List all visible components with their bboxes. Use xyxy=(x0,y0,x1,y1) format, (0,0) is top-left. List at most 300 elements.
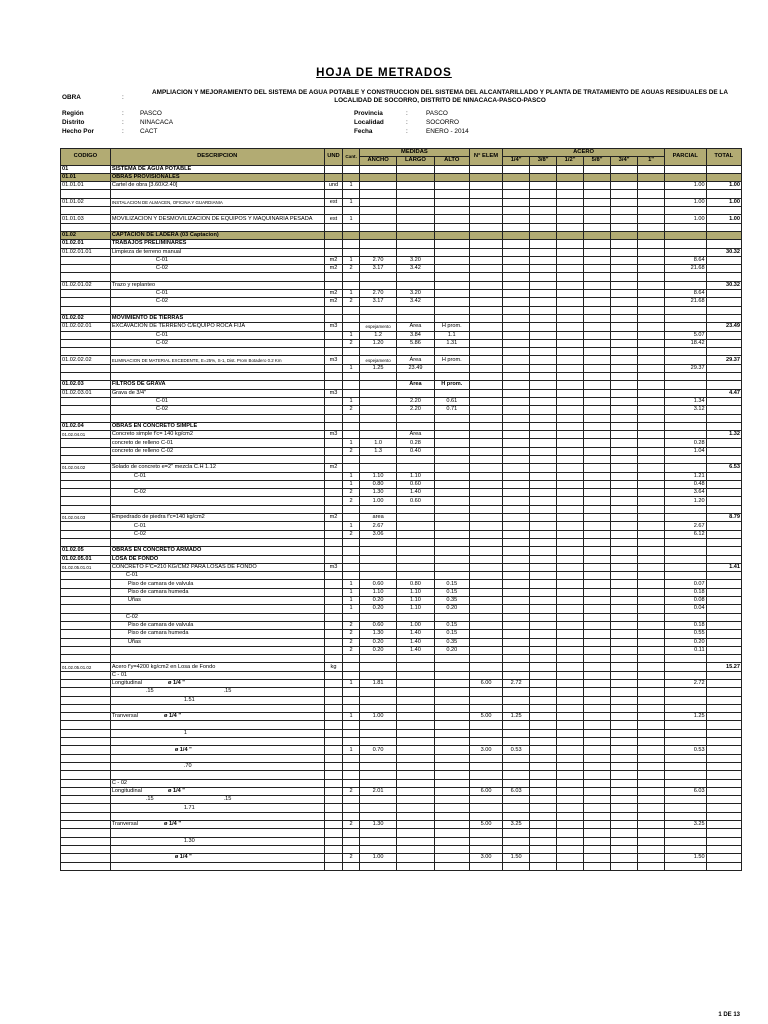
cell-acero-a34 xyxy=(611,323,638,331)
cell-acero-a38 xyxy=(530,713,557,721)
cell-largo xyxy=(397,696,434,704)
cell-alto xyxy=(434,256,469,264)
col-alto: ALTO xyxy=(434,157,469,165)
cell-ancho: 3.17 xyxy=(359,265,396,273)
cell-acero-a12 xyxy=(557,771,584,779)
cell-acero-a1 xyxy=(638,389,665,397)
cell-ancho: 0.20 xyxy=(359,638,396,646)
cell-descripcion xyxy=(110,671,324,679)
cell-n-elem xyxy=(469,514,502,522)
cell-acero-a38 xyxy=(530,173,557,181)
table-row xyxy=(61,505,742,513)
descripcion-text: Longitudinal xyxy=(111,680,142,687)
cell-n-elem xyxy=(469,555,502,563)
cell-total xyxy=(706,704,741,712)
cell-largo xyxy=(397,572,434,580)
table-row xyxy=(61,588,742,596)
cell-largo xyxy=(397,231,434,239)
cell-parcial xyxy=(665,671,707,679)
cell-codigo xyxy=(61,497,111,505)
cell-cant xyxy=(343,207,360,215)
cell-und xyxy=(324,588,343,596)
cell-ancho: 1.2 xyxy=(359,331,396,339)
cell-acero-a1 xyxy=(638,787,665,795)
cell-acero-a58 xyxy=(584,680,611,688)
cell-parcial: 0.04 xyxy=(665,605,707,613)
rebar-length: 1.51 xyxy=(183,696,195,703)
cell-ancho xyxy=(359,738,396,746)
table-row xyxy=(61,364,742,372)
cell-acero-a38 xyxy=(530,464,557,472)
table-row xyxy=(61,796,742,804)
cell-codigo xyxy=(61,397,111,405)
cell-cant: 1 xyxy=(343,605,360,613)
cell-acero-a1 xyxy=(638,497,665,505)
cell-ancho: 1.0 xyxy=(359,439,396,447)
cell-acero-a12 xyxy=(557,397,584,405)
distrito-label: Distrito xyxy=(62,119,85,126)
cell-und xyxy=(324,638,343,646)
cell-acero-a58 xyxy=(584,364,611,372)
cell-acero-a12 xyxy=(557,207,584,215)
cell-acero-a12 xyxy=(557,704,584,712)
cell-acero-a38 xyxy=(530,688,557,696)
cell-alto xyxy=(434,447,469,455)
cell-largo xyxy=(397,348,434,356)
cell-acero-a12 xyxy=(557,447,584,455)
cell-und xyxy=(324,796,343,804)
cell-acero-a58 xyxy=(584,555,611,563)
cell-und xyxy=(324,472,343,480)
descripcion-text: Solado de concreto e=2" mezcla C.H 1.12 xyxy=(111,464,216,471)
cell-acero-a12 xyxy=(557,165,584,173)
cell-largo xyxy=(397,613,434,621)
cell-alto xyxy=(434,804,469,812)
cell-n-elem xyxy=(469,248,502,256)
cell-cant xyxy=(343,514,360,522)
cell-largo xyxy=(397,198,434,206)
cell-n-elem xyxy=(469,389,502,397)
cell-total: 23.49 xyxy=(706,323,741,331)
distrito-value: NINACACA xyxy=(140,119,174,126)
cell-acero-a12 xyxy=(557,696,584,704)
cell-acero-a34 xyxy=(611,796,638,804)
cell-ancho: 1.30 xyxy=(359,489,396,497)
cell-acero-1-4 xyxy=(503,480,530,488)
cell-acero-a12 xyxy=(557,688,584,696)
cell-acero-a1 xyxy=(638,231,665,239)
cell-und xyxy=(324,862,343,870)
cell-acero-a38 xyxy=(530,240,557,248)
cell-und xyxy=(324,597,343,605)
cell-acero-a1 xyxy=(638,414,665,422)
cell-parcial: 8.64 xyxy=(665,290,707,298)
cell-descripcion xyxy=(110,182,324,190)
cell-ancho: 0.60 xyxy=(359,580,396,588)
cell-cant: 1 xyxy=(343,746,360,754)
cell-cant: 1 xyxy=(343,439,360,447)
table-row xyxy=(61,248,742,256)
cell-largo: 3.42 xyxy=(397,265,434,273)
cell-descripcion xyxy=(110,422,324,430)
cell-alto: 0.15 xyxy=(434,630,469,638)
cell-und xyxy=(324,364,343,372)
cell-total xyxy=(706,829,741,837)
cell-n-elem xyxy=(469,613,502,621)
cell-alto xyxy=(434,555,469,563)
cell-und xyxy=(324,331,343,339)
table-row xyxy=(61,762,742,770)
cell-ancho: 2.67 xyxy=(359,522,396,530)
cell-acero-a12 xyxy=(557,638,584,646)
cell-largo: 1.10 xyxy=(397,597,434,605)
cell-acero-a12 xyxy=(557,580,584,588)
cell-acero-1-4: 1.25 xyxy=(503,713,530,721)
cell-ancho: 0.70 xyxy=(359,746,396,754)
cell-alto: 1.31 xyxy=(434,339,469,347)
cell-acero-a38 xyxy=(530,613,557,621)
cell-n-elem xyxy=(469,381,502,389)
cell-ancho: 1.00 xyxy=(359,713,396,721)
cell-parcial xyxy=(665,422,707,430)
cell-alto xyxy=(434,497,469,505)
cell-n-elem xyxy=(469,837,502,845)
table-row xyxy=(61,165,742,173)
cell-ancho: 1.25 xyxy=(359,364,396,372)
cell-cant: 1 xyxy=(343,480,360,488)
cell-ancho xyxy=(359,845,396,853)
cell-descripcion xyxy=(110,771,324,779)
cell-cant xyxy=(343,762,360,770)
cell-acero-a34 xyxy=(611,588,638,596)
cell-n-elem xyxy=(469,414,502,422)
cell-acero-a1 xyxy=(638,215,665,223)
cell-acero-a58 xyxy=(584,331,611,339)
cell-acero-a12 xyxy=(557,455,584,463)
cell-acero-a12 xyxy=(557,713,584,721)
cell-acero-a34 xyxy=(611,356,638,364)
cell-und: est xyxy=(324,198,343,206)
table-row xyxy=(61,771,742,779)
cell-total: 29.37 xyxy=(706,356,741,364)
cell-largo xyxy=(397,215,434,223)
cell-parcial xyxy=(665,837,707,845)
cell-acero-a12 xyxy=(557,646,584,654)
cell-total xyxy=(706,472,741,480)
cell-alto xyxy=(434,298,469,306)
cell-cant xyxy=(343,812,360,820)
cell-total xyxy=(706,837,741,845)
cell-acero-a58 xyxy=(584,530,611,538)
cell-codigo: 01.02.04.01 xyxy=(61,431,111,439)
cell-acero-1-4 xyxy=(503,207,530,215)
cell-codigo xyxy=(61,754,111,762)
cell-acero-1-4 xyxy=(503,538,530,546)
cell-descripcion xyxy=(110,779,324,787)
col-und: UND xyxy=(324,149,343,166)
cell-acero-a38 xyxy=(530,248,557,256)
cell-alto xyxy=(434,431,469,439)
cell-parcial: 18.42 xyxy=(665,339,707,347)
cell-n-elem xyxy=(469,771,502,779)
cell-total xyxy=(706,796,741,804)
cell-acero-a1 xyxy=(638,771,665,779)
cell-descripcion xyxy=(110,256,324,264)
cell-acero-a58 xyxy=(584,572,611,580)
cell-descripcion xyxy=(110,165,324,173)
cell-n-elem xyxy=(469,597,502,605)
cell-ancho: espejamento xyxy=(359,323,396,331)
cell-acero-a1 xyxy=(638,489,665,497)
cell-acero-a1 xyxy=(638,314,665,322)
cell-ancho xyxy=(359,198,396,206)
cell-acero-a38 xyxy=(530,389,557,397)
cell-descripcion xyxy=(110,804,324,812)
col-acero-1: 1" xyxy=(638,157,665,165)
table-row xyxy=(61,688,742,696)
cell-ancho xyxy=(359,655,396,663)
cell-n-elem xyxy=(469,447,502,455)
cell-codigo xyxy=(61,646,111,654)
cell-acero-a12 xyxy=(557,364,584,372)
cell-cant xyxy=(343,738,360,746)
cell-acero-a34 xyxy=(611,547,638,555)
cell-alto xyxy=(434,215,469,223)
cell-acero-1-4 xyxy=(503,613,530,621)
cell-acero-a34 xyxy=(611,713,638,721)
descripcion-text: Uñas xyxy=(127,597,141,604)
page-title: HOJA DE METRADOS xyxy=(316,67,452,79)
cell-codigo xyxy=(61,364,111,372)
cell-total xyxy=(706,680,741,688)
cell-codigo: 01.02.02.01 xyxy=(61,323,111,331)
cell-und xyxy=(324,240,343,248)
descripcion-text: Piso de camara humeda xyxy=(127,630,189,637)
cell-cant: 2 xyxy=(343,854,360,862)
cell-acero-1-4 xyxy=(503,845,530,853)
cell-ancho: 0.80 xyxy=(359,480,396,488)
cell-descripcion xyxy=(110,464,324,472)
cell-und xyxy=(324,721,343,729)
cell-acero-a34 xyxy=(611,696,638,704)
cell-descripcion xyxy=(110,406,324,414)
cell-und xyxy=(324,804,343,812)
table-row xyxy=(61,580,742,588)
cell-und: m2 xyxy=(324,298,343,306)
cell-largo xyxy=(397,422,434,430)
cell-acero-a34 xyxy=(611,414,638,422)
cell-codigo xyxy=(61,455,111,463)
cell-acero-a34 xyxy=(611,845,638,853)
cell-acero-a1 xyxy=(638,397,665,405)
cell-alto: H prom. xyxy=(434,381,469,389)
cell-n-elem xyxy=(469,762,502,770)
cell-descripcion xyxy=(110,680,324,688)
descripcion-text: C - 02 xyxy=(111,779,128,786)
descripcion-text: concreto de relleno C-02 xyxy=(111,447,174,454)
cell-acero-a1 xyxy=(638,547,665,555)
cell-largo xyxy=(397,771,434,779)
cell-codigo: 01.02.05.01.02 xyxy=(61,663,111,671)
cell-largo xyxy=(397,530,434,538)
cell-acero-a1 xyxy=(638,306,665,314)
cell-cant xyxy=(343,804,360,812)
cell-codigo: 01.01.03 xyxy=(61,215,111,223)
cell-descripcion xyxy=(110,796,324,804)
rebar-length: .70 xyxy=(183,763,192,770)
cell-acero-a1 xyxy=(638,182,665,190)
cell-acero-1-4 xyxy=(503,630,530,638)
cell-alto: 0.35 xyxy=(434,638,469,646)
cell-total xyxy=(706,480,741,488)
cell-acero-a38 xyxy=(530,348,557,356)
cell-acero-a38 xyxy=(530,447,557,455)
cell-acero-a34 xyxy=(611,190,638,198)
cell-acero-a12 xyxy=(557,505,584,513)
cell-acero-a1 xyxy=(638,804,665,812)
rebar-diameter-label: ø 1/4 " xyxy=(167,788,185,794)
cell-ancho xyxy=(359,779,396,787)
cell-acero-1-4 xyxy=(503,547,530,555)
cell-largo: Área xyxy=(397,356,434,364)
cell-total xyxy=(706,223,741,231)
cell-n-elem xyxy=(469,754,502,762)
cell-und xyxy=(324,406,343,414)
cell-ancho xyxy=(359,223,396,231)
cell-acero-a58 xyxy=(584,414,611,422)
cell-descripcion xyxy=(110,455,324,463)
cell-und: m3 xyxy=(324,563,343,571)
table-row xyxy=(61,854,742,862)
cell-acero-a12 xyxy=(557,389,584,397)
cell-total: 1.00 xyxy=(706,198,741,206)
cell-codigo xyxy=(61,348,111,356)
cell-acero-a12 xyxy=(557,804,584,812)
cell-acero-a34 xyxy=(611,597,638,605)
cell-n-elem xyxy=(469,588,502,596)
cell-acero-a38 xyxy=(530,630,557,638)
cell-acero-a12 xyxy=(557,671,584,679)
table-row xyxy=(61,256,742,264)
cell-ancho: espejamento xyxy=(359,356,396,364)
cell-acero-a58 xyxy=(584,514,611,522)
cell-largo xyxy=(397,389,434,397)
cell-acero-a38 xyxy=(530,331,557,339)
cell-acero-1-4 xyxy=(503,397,530,405)
cell-descripcion xyxy=(110,522,324,530)
cell-parcial: 2.72 xyxy=(665,680,707,688)
cell-alto: 0.20 xyxy=(434,646,469,654)
cell-acero-a34 xyxy=(611,671,638,679)
cell-ancho: 1.00 xyxy=(359,497,396,505)
cell-alto xyxy=(434,182,469,190)
cell-ancho: 1.30 xyxy=(359,821,396,829)
cell-acero-a38 xyxy=(530,638,557,646)
cell-parcial: 29.37 xyxy=(665,364,707,372)
table-row xyxy=(61,497,742,505)
cell-cant xyxy=(343,240,360,248)
cell-acero-1-4 xyxy=(503,704,530,712)
cell-descripcion xyxy=(110,373,324,381)
cell-alto xyxy=(434,306,469,314)
cell-acero-a34 xyxy=(611,472,638,480)
cell-parcial: 0.18 xyxy=(665,588,707,596)
cell-total xyxy=(706,588,741,596)
cell-acero-a58 xyxy=(584,381,611,389)
cell-cant: 1 xyxy=(343,472,360,480)
cell-alto xyxy=(434,787,469,795)
table-row xyxy=(61,696,742,704)
cell-acero-a1 xyxy=(638,298,665,306)
cell-n-elem xyxy=(469,273,502,281)
cell-largo xyxy=(397,538,434,546)
cell-total xyxy=(706,671,741,679)
cell-total xyxy=(706,364,741,372)
cell-parcial: 0.11 xyxy=(665,646,707,654)
cell-acero-1-4 xyxy=(503,455,530,463)
cell-acero-a34 xyxy=(611,290,638,298)
cell-acero-1-4 xyxy=(503,597,530,605)
cell-descripcion xyxy=(110,223,324,231)
cell-acero-1-4 xyxy=(503,165,530,173)
cell-acero-a12 xyxy=(557,655,584,663)
cell-und xyxy=(324,314,343,322)
cell-parcial xyxy=(665,240,707,248)
cell-acero-a1 xyxy=(638,563,665,571)
rebar-length: 1.71 xyxy=(183,804,195,811)
cell-acero-a12 xyxy=(557,306,584,314)
cell-alto xyxy=(434,231,469,239)
cell-descripcion xyxy=(110,837,324,845)
cell-cant: 1 xyxy=(343,680,360,688)
cell-alto xyxy=(434,530,469,538)
cell-n-elem: 3.00 xyxy=(469,746,502,754)
cell-n-elem xyxy=(469,256,502,264)
rebar-diameter-label: ø 1/4 " xyxy=(164,821,181,828)
cell-n-elem xyxy=(469,223,502,231)
cell-acero-1-4 xyxy=(503,406,530,414)
cell-codigo: 01.01.02 xyxy=(61,198,111,206)
cell-acero-a12 xyxy=(557,796,584,804)
cell-cant: 1 xyxy=(343,198,360,206)
cell-acero-a34 xyxy=(611,389,638,397)
cell-descripcion xyxy=(110,281,324,289)
descripcion-text: C-02 xyxy=(125,613,138,620)
cell-n-elem xyxy=(469,373,502,381)
table-row xyxy=(61,207,742,215)
cell-largo xyxy=(397,796,434,804)
cell-descripcion xyxy=(110,198,324,206)
cell-n-elem xyxy=(469,489,502,497)
cell-acero-a58 xyxy=(584,646,611,654)
cell-parcial xyxy=(665,306,707,314)
cell-n-elem xyxy=(469,182,502,190)
cell-codigo xyxy=(61,489,111,497)
cell-parcial xyxy=(665,231,707,239)
cell-parcial: 0.08 xyxy=(665,597,707,605)
cell-n-elem xyxy=(469,173,502,181)
cell-acero-a38 xyxy=(530,530,557,538)
cell-total xyxy=(706,688,741,696)
cell-acero-a58 xyxy=(584,779,611,787)
table-row xyxy=(61,514,742,522)
distrito-colon: : xyxy=(122,119,124,126)
cell-codigo xyxy=(61,688,111,696)
cell-acero-a38 xyxy=(530,414,557,422)
cell-n-elem xyxy=(469,829,502,837)
cell-alto xyxy=(434,173,469,181)
cell-largo: 0.60 xyxy=(397,480,434,488)
